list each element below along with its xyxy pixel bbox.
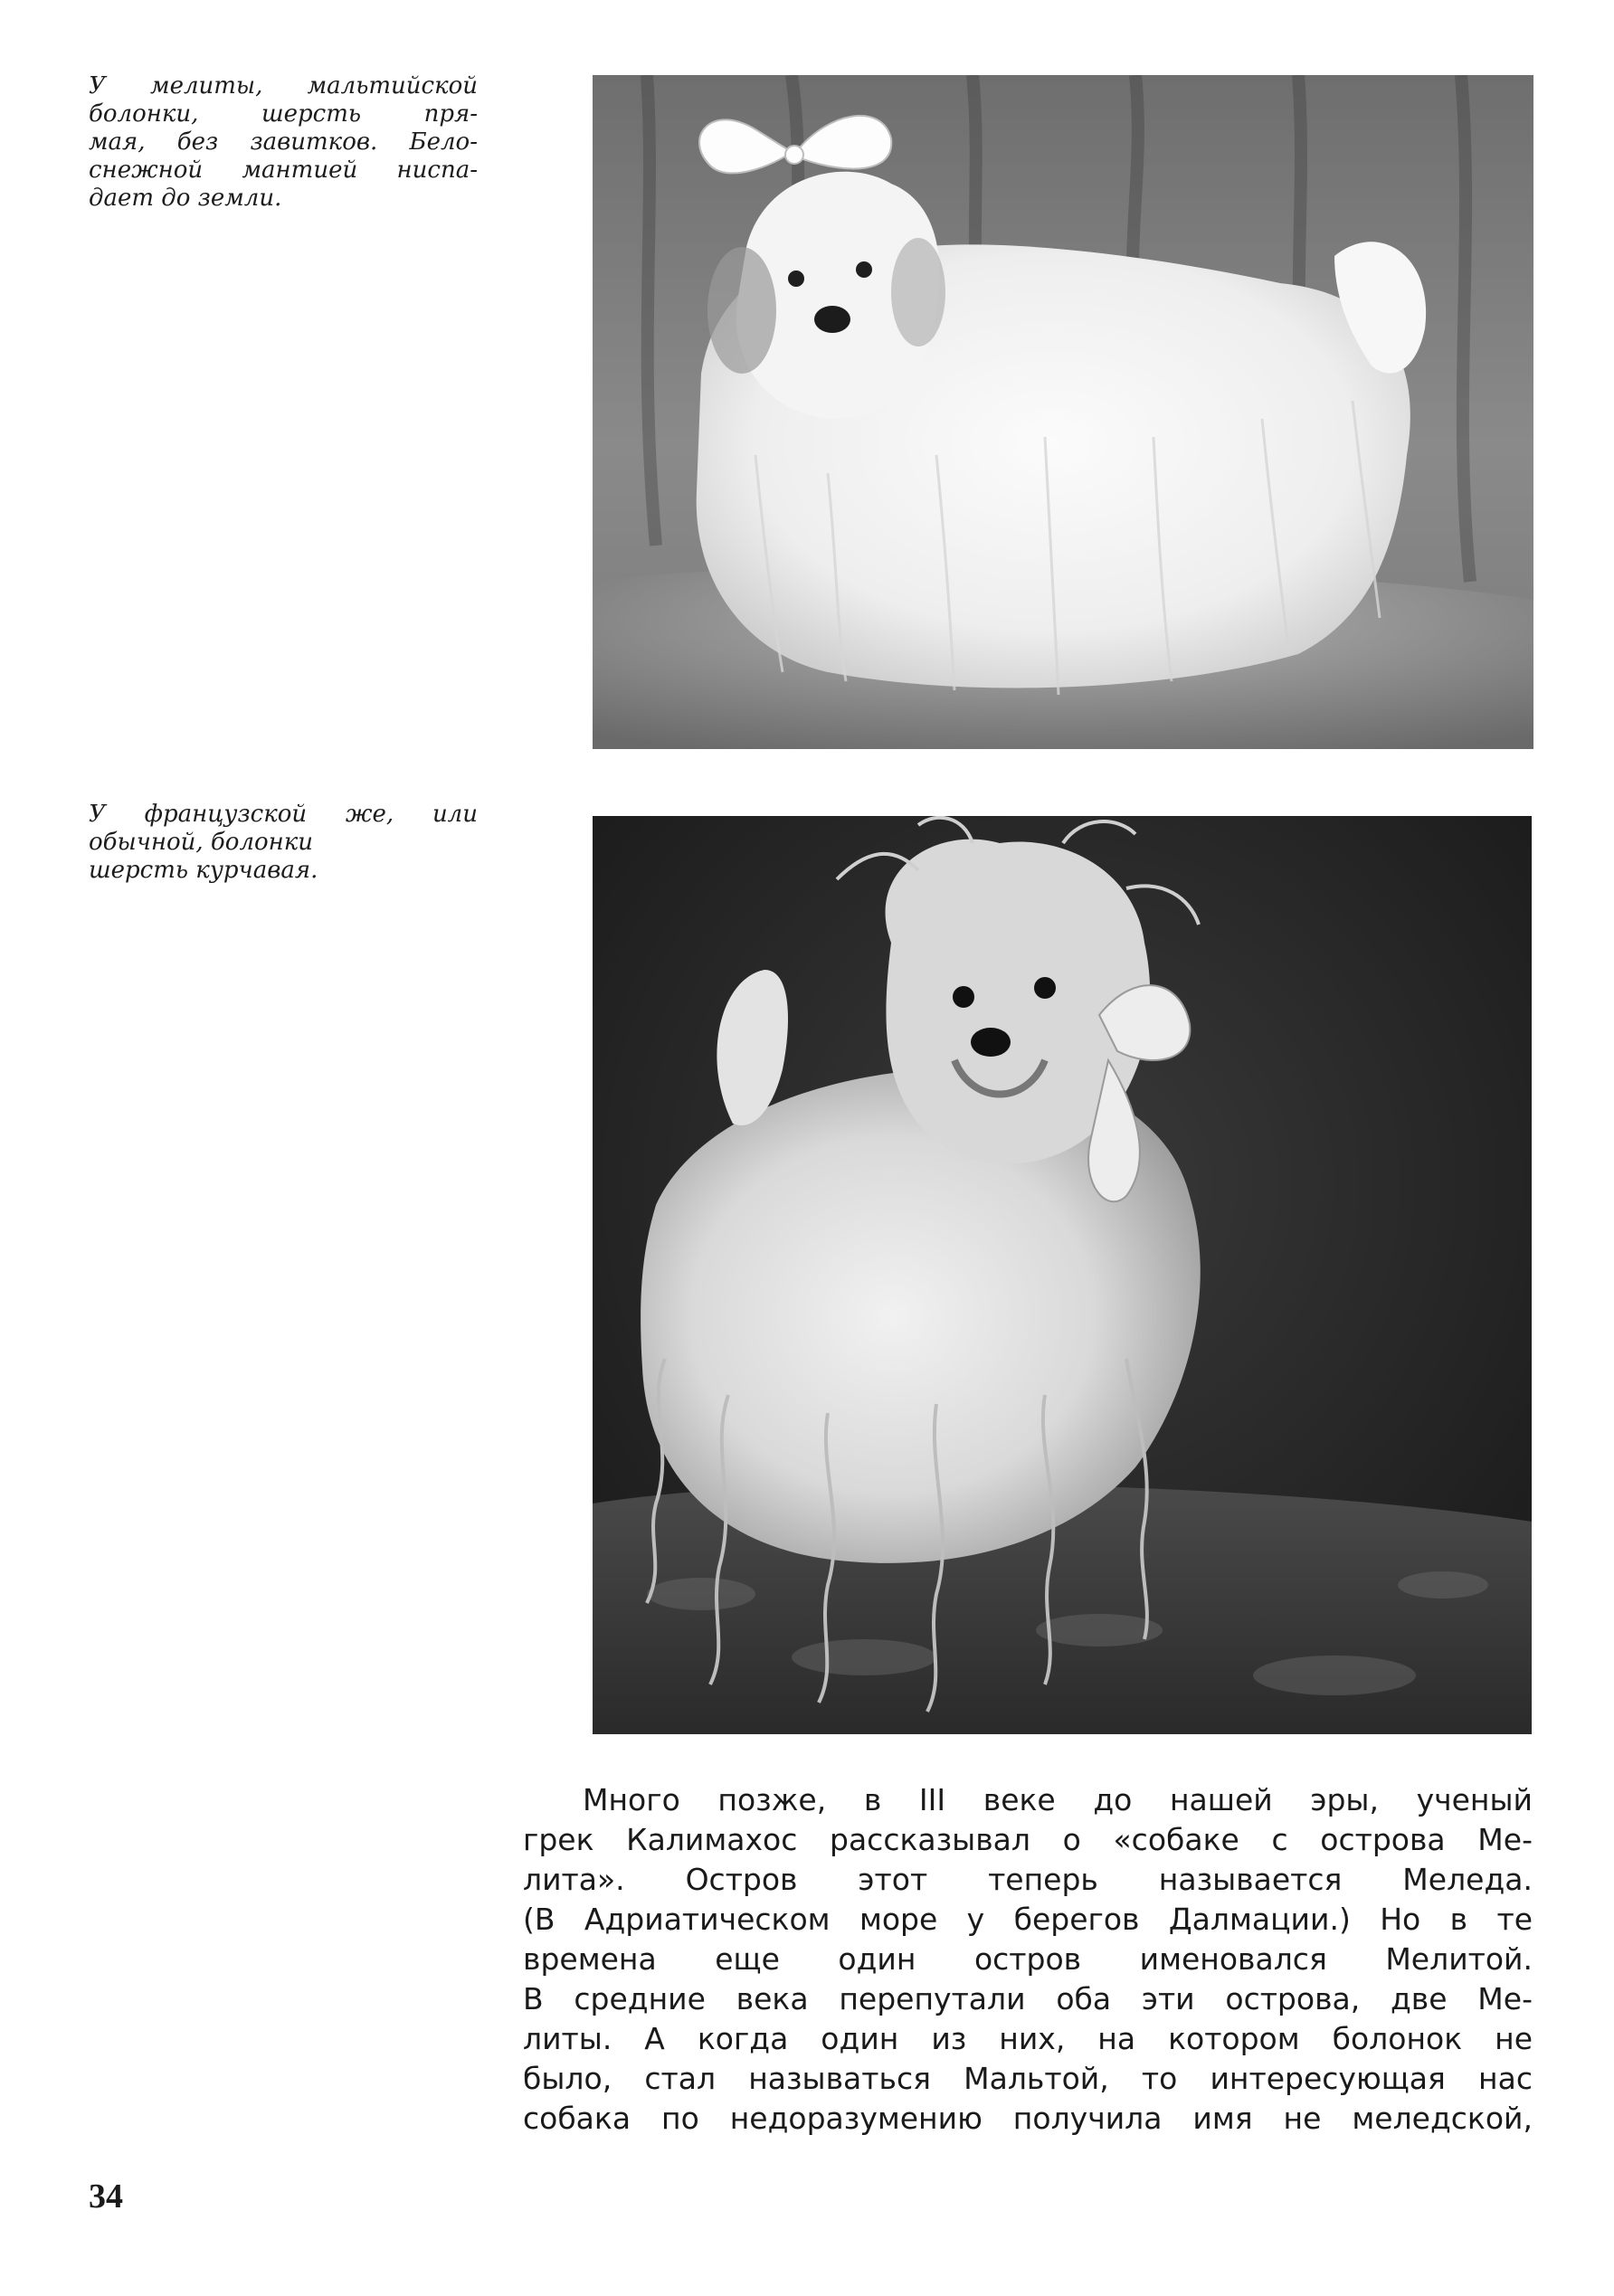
body-line: литы. А когда один из них, на котором болонок не: [523, 2021, 1533, 2056]
body-line: времена еще один остров именовался Мелитой.: [523, 1941, 1533, 1977]
body-paragraph: [523, 1780, 1533, 2139]
body-line: было, стал называться Мальтой, то интересующая нас: [523, 2061, 1533, 2096]
caption-line: шерсть курчавая.: [89, 857, 318, 884]
body-line: В средние века перепутали оба эти острова, две Ме-: [523, 1981, 1533, 2016]
body-line: грек Калимахос рассказывал о «собаке с острова Ме-: [523, 1822, 1533, 1857]
body-line: Много позже, в III веке до нашей эры, ученый: [583, 1782, 1533, 1817]
page-number: 34: [89, 2177, 123, 2215]
caption-line: обычной, болонки: [89, 829, 314, 856]
body-line: собака по недоразумению получила имя не меледской,: [523, 2101, 1533, 2136]
caption-line: мая, без завитков. Бело-: [89, 128, 478, 156]
caption-line: У французской же, или: [89, 801, 478, 828]
caption-french: [89, 801, 478, 885]
body-line: лита». Остров этот теперь называется Меледа.: [523, 1862, 1533, 1897]
french-lapdog-image: [593, 816, 1532, 1734]
photo-french-lapdog: [593, 816, 1532, 1734]
caption-line: болонки, шерсть пря-: [89, 100, 478, 128]
photo-maltese-dog: [593, 75, 1533, 749]
caption-line: У мелиты, мальтийской: [89, 72, 478, 100]
body-line: (В Адриатическом море у берегов Далмации.) Но в те: [523, 1902, 1533, 1937]
caption-maltese: [89, 72, 478, 213]
maltese-dog-image: [593, 75, 1533, 749]
caption-line: снежной мантией ниспа-: [89, 157, 478, 184]
caption-line: дает до земли.: [89, 185, 282, 212]
